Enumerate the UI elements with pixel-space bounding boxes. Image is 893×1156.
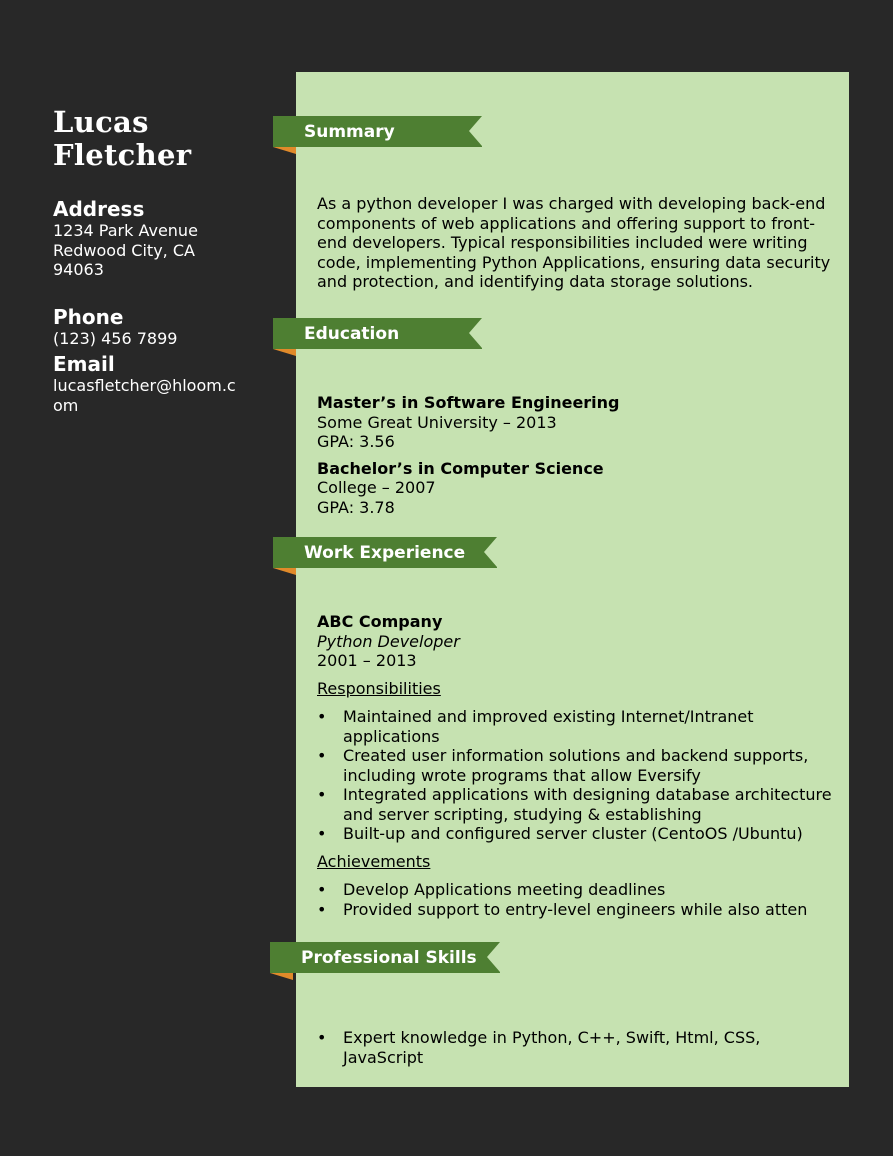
company: ABC Company xyxy=(317,612,443,631)
summary-block xyxy=(317,194,837,292)
list-item: • Integrated applications with designing database architecture and server scripting, studying & establishing xyxy=(317,785,842,824)
gpa: GPA: 3.78 xyxy=(317,497,395,517)
address-text: 1234 Park Avenue Redwood City, CA 94063 xyxy=(53,221,198,279)
responsibilities-label: Responsibilities xyxy=(317,678,441,698)
section-header-education xyxy=(273,318,399,349)
degree: Bachelor’s in Computer Science xyxy=(317,458,604,478)
list-item: • Develop Applications meeting deadlines xyxy=(317,880,842,900)
work-block xyxy=(317,612,842,919)
gpa: GPA: 3.56 xyxy=(317,432,395,451)
list-item: • Built-up and configured server cluster (CentoOS /Ubuntu) xyxy=(317,824,842,844)
list-item: • Expert knowledge in Python, C++, Swift, Html, CSS, JavaScript xyxy=(317,1028,817,1067)
education-entry xyxy=(317,459,837,518)
section-header-skills xyxy=(270,942,477,973)
list-item: • Provided support to entry-level engineers while also atten xyxy=(317,900,842,920)
section-title: Education xyxy=(304,323,400,344)
phone-text: (123) 456 7899 xyxy=(53,328,178,348)
school: College – 2007 xyxy=(317,478,436,497)
section-header-summary xyxy=(273,116,395,147)
list-item: • Created user information solutions and backend supports, including wrote programs that allow Eversify xyxy=(317,746,842,785)
list-item: • Maintained and improved existing Internet/Intranet applications xyxy=(317,707,842,746)
job-dates: 2001 – 2013 xyxy=(317,651,417,670)
job-title: Python Developer xyxy=(317,631,460,651)
sidebar xyxy=(53,106,253,415)
section-title: Work Experience xyxy=(304,542,466,563)
candidate-name: Lucas Fletcher xyxy=(53,105,192,172)
skills-block xyxy=(317,1028,817,1067)
achievements-label: Achievements xyxy=(317,851,431,871)
section-title: Professional Skills xyxy=(301,947,477,968)
skills-list xyxy=(317,1028,817,1067)
address-label: Address xyxy=(53,197,145,221)
education-entry xyxy=(317,393,837,452)
phone-label: Phone xyxy=(53,304,124,329)
education-block xyxy=(317,393,837,517)
email-label: Email xyxy=(53,352,115,376)
school: Some Great University – 2013 xyxy=(317,412,557,432)
email-text[interactable]: lucasfletcher@hloom.com xyxy=(53,376,236,415)
section-title: Summary xyxy=(304,121,395,142)
summary-text: As a python developer I was charged with developing back-end components of web applications and offering support to front-end developers. Typical responsibilities included were writing code, implementing Python Applications, ensuring data security and protection, and identifying data storage solutions. xyxy=(317,194,831,291)
degree: Master’s in Software Engineering xyxy=(317,393,620,412)
responsibilities-list xyxy=(317,707,842,844)
section-header-work xyxy=(273,537,465,568)
achievements-list xyxy=(317,880,842,919)
